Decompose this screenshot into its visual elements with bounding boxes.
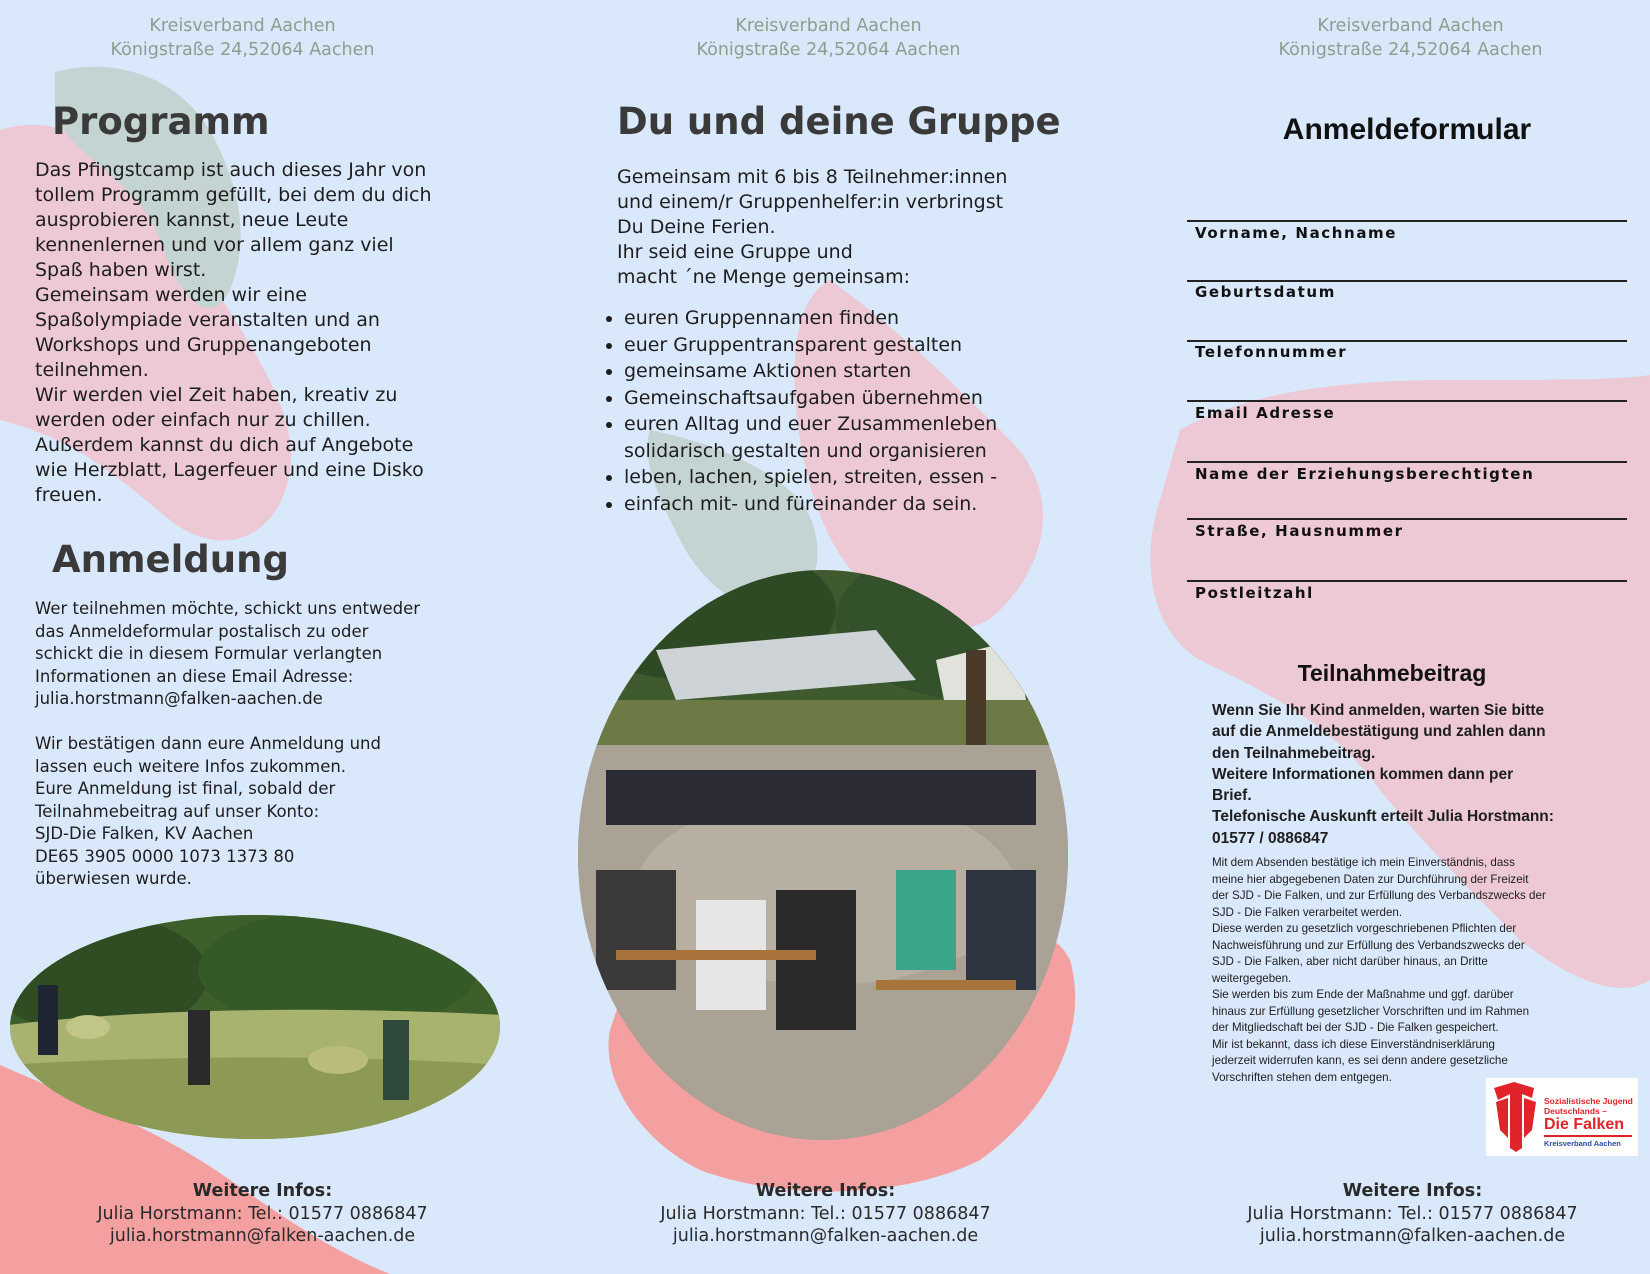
programm-heading: Programm bbox=[52, 100, 270, 143]
form-field-postleitzahl[interactable]: Postleitzahl bbox=[1195, 584, 1314, 602]
footer-middle bbox=[638, 1180, 1013, 1248]
anmeldung-text: Wer teilnehmen möchte, schickt uns entweder das Anmeldeformular postalisch zu oder schickt die in diesem Formular verlangten Informationen an diese Email Adresse: julia.horstmann@falken-aachen.de bbox=[35, 599, 421, 708]
form-field-erziehungsberechtigte[interactable]: Name der Erziehungsberechtigten bbox=[1195, 465, 1535, 483]
footer-right bbox=[1225, 1180, 1600, 1248]
list-item: • Gemeinschaftsaufgaben übernehmen bbox=[624, 385, 1054, 412]
footer-title: Weitere Infos: bbox=[192, 1181, 333, 1201]
list-item: • euren Gruppennamen finden bbox=[624, 305, 1054, 332]
header-left bbox=[60, 14, 425, 62]
footer-email: julia.horstmann@falken-aachen.de bbox=[672, 1226, 979, 1246]
photo-group-circle bbox=[576, 570, 1071, 1145]
anmeldung-heading: Anmeldung bbox=[52, 538, 289, 581]
header-middle bbox=[646, 14, 1011, 62]
footer-title: Weitere Infos: bbox=[755, 1181, 896, 1201]
list-item: • euer Gruppentransparent gestalten bbox=[624, 332, 1054, 359]
list-item: • gemeinsame Aktionen starten bbox=[624, 358, 1054, 385]
header-address: Königstraße 24,52064 Aachen bbox=[1278, 40, 1543, 60]
form-line bbox=[1187, 400, 1627, 402]
falken-logo bbox=[1486, 1078, 1638, 1156]
logo-line-3: Die Falken bbox=[1544, 1116, 1625, 1133]
header-org-name: Kreisverband Aachen bbox=[735, 16, 922, 36]
footer-title: Weitere Infos: bbox=[1342, 1181, 1483, 1201]
fee-heading: Teilnahmebeitrag bbox=[1297, 660, 1487, 686]
footer-left bbox=[75, 1180, 450, 1248]
form-field-telefonnummer[interactable]: Telefonnummer bbox=[1195, 343, 1348, 361]
form-field-geburtsdatum[interactable]: Geburtsdatum bbox=[1195, 283, 1336, 301]
form-line bbox=[1187, 340, 1627, 342]
logo-line-1: Sozialistische Jugend bbox=[1544, 1096, 1633, 1106]
list-item: • leben, lachen, spielen, streiten, essen - bbox=[624, 464, 1054, 491]
form-title: Anmeldeformular bbox=[1282, 113, 1532, 146]
logo-divider bbox=[1544, 1135, 1632, 1137]
fee-text: Wenn Sie Ihr Kind anmelden, warten Sie bitte auf die Anmeldebestätigung und zahlen dann den Teilnahmebeitrag. Weitere Informationen kommen dann per Brief. Telefonische Auskunft erteilt Julia Horstmann: 01577 / 0886847 bbox=[1212, 702, 1554, 847]
programm-text: Das Pfingstcamp ist auch dieses Jahr von tollem Programm gefüllt, bei dem du dich ausprobieren kannst, neue Leute kennenlernen und vor allem ganz viel Spaß haben wirst. Gemeinsam werden wir eine Spaßolympiade veranstalten und an Workshops und Gruppenangeboten teilnehmen. Wir werden viel Zeit haben, kreativ zu werden oder einfach nur zu chillen. Außerdem kannst du dich auf Angebote wie Herzblatt, Lagerfeuer und eine Disko freuen. bbox=[35, 159, 432, 506]
logo-line-2: Deutschlands – bbox=[1544, 1106, 1607, 1116]
list-item: • einfach mit- und füreinander da sein. bbox=[624, 491, 1054, 518]
footer-phone: Julia Horstmann: Tel.: 01577 0886847 bbox=[660, 1203, 991, 1224]
footer-email: julia.horstmann@falken-aachen.de bbox=[1259, 1226, 1566, 1246]
gruppe-intro-text: Gemeinsam mit 6 bis 8 Teilnehmer:innen und einem/r Gruppenhelfer:in verbringst Du Deine Ferien. Ihr seid eine Gruppe und macht ´ne Menge gemeinsam: bbox=[617, 166, 1008, 288]
form-field-vorname[interactable]: Vorname, Nachname bbox=[1195, 224, 1398, 242]
form-line bbox=[1187, 220, 1627, 222]
footer-email: julia.horstmann@falken-aachen.de bbox=[109, 1226, 416, 1246]
header-right bbox=[1228, 14, 1593, 62]
header-org-name: Kreisverband Aachen bbox=[1317, 16, 1504, 36]
form-line bbox=[1187, 580, 1627, 582]
gruppe-heading: Du und deine Gruppe bbox=[617, 100, 1061, 143]
logo-line-4: Kreisverband Aachen bbox=[1544, 1139, 1621, 1148]
gruppe-activity-list bbox=[598, 305, 1054, 517]
list-item: • euren Alltag und euer Zusammenleben solidarisch gestalten und organisieren bbox=[624, 411, 1054, 464]
header-address: Königstraße 24,52064 Aachen bbox=[110, 40, 375, 60]
privacy-text: Mit dem Absenden bestätige ich mein Einverständnis, dass meine hier abgegebenen Daten zur Durchführung der Freizeit der SJD - Die Falken, und zur Erfüllung des Verbandszwecks der SJD - Die Falken verarbeitet werden. Diese werden zu gesetzlich vorgeschriebenen Pflichten der Nachweisführung und zur Erfüllung des Verbandszwecks der SJD - Die Falken, aber nicht darüber hinaus, an Dritte weitergegeben. Sie werden bis zum Ende der Maßnahme und ggf. darüber hinaus zur Erfüllung gesetzlicher Vorschriften und im Rahmen der Mitgliedschaft bei der SJD - Die Falken gespeichert. Mir ist bekannt, dass ich diese Einverständniserklärung jederzeit widerrufen kann, es sei denn andere gesetzliche Vorschriften stehen dem entgegen. bbox=[1212, 856, 1546, 1084]
form-line bbox=[1187, 461, 1627, 463]
anmeldung-confirmation-text: Wir bestätigen dann eure Anmeldung und lassen euch weitere Infos zukommen. Eure Anmeldung ist final, sobald der Teilnahmebeitrag auf unser Konto: SJD-Die Falken, KV Aachen DE65 3905 0000 1073 1373 80 überwiesen wurde. bbox=[35, 734, 381, 888]
form-field-email[interactable]: Email Adresse bbox=[1195, 404, 1336, 422]
header-org-name: Kreisverband Aachen bbox=[149, 16, 336, 36]
footer-phone: Julia Horstmann: Tel.: 01577 0886847 bbox=[1247, 1203, 1578, 1224]
form-line bbox=[1187, 518, 1627, 520]
form-field-strasse[interactable]: Straße, Hausnummer bbox=[1195, 522, 1404, 540]
form-line bbox=[1187, 280, 1627, 282]
photo-hay-field bbox=[8, 915, 503, 1145]
footer-phone: Julia Horstmann: Tel.: 01577 0886847 bbox=[97, 1203, 428, 1224]
header-address: Königstraße 24,52064 Aachen bbox=[696, 40, 961, 60]
